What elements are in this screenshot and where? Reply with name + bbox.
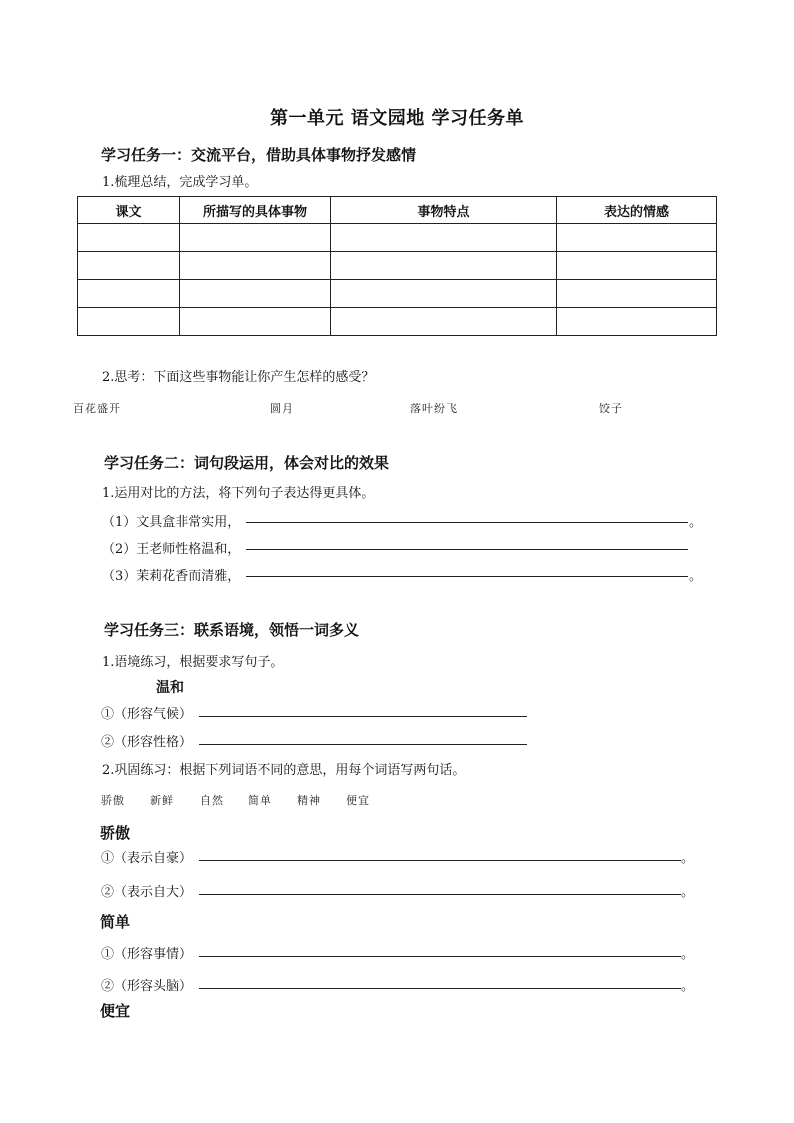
table-cell[interactable] [557,252,717,280]
end-mark: 。 [681,947,695,962]
header-features: 事物特点 [331,197,557,224]
task2-question-1: 1.运用对比的方法，将下列句子表达得更具体。 [102,486,375,501]
table-cell[interactable] [180,308,331,336]
sentence-prompt: ②（表示自大） [101,885,193,900]
study-table [77,196,717,336]
vocab-word: 新鲜 [150,794,174,807]
answer-line[interactable] [199,716,527,717]
table-cell[interactable] [180,252,331,280]
sentence-prompt: ①（形容气候） [101,707,193,722]
page-title: 第一单元 语文园地 学习任务单 [269,108,525,129]
sentence-prompt: （2）王老师性格温和， [102,542,241,557]
table-cell[interactable] [180,280,331,308]
table-cell[interactable] [78,308,180,336]
end-mark: 。 [681,885,695,900]
table-cell[interactable] [78,224,180,252]
task1-question-1: 1.梳理总结，完成学习单。 [102,175,258,190]
word-item: 圆月 [270,402,294,415]
task3-question-2: 2.巩固练习：根据下列词语不同的意思，用每个词语写两句话。 [102,763,466,778]
task3-heading: 学习任务三：联系语境，领悟一词多义 [104,621,360,639]
sentence-prompt: （1）文具盒非常实用， [102,515,241,530]
header-emotion: 表达的情感 [557,197,717,224]
sentence-prompt: （3）茉莉花香而清雅， [102,569,241,584]
group-word-pianyi: 便宜 [100,1002,131,1020]
vocab-word: 简单 [248,794,272,807]
table-cell[interactable] [180,224,331,252]
answer-line[interactable] [246,576,688,577]
table-row [78,280,717,308]
word-item: 落叶纷飞 [410,402,458,415]
table-cell[interactable] [331,280,557,308]
table-cell[interactable] [78,252,180,280]
vocab-word: 精神 [297,794,321,807]
word-item: 饺子 [599,402,623,415]
header-text: 课文 [78,197,180,224]
sentence-prompt: ②（形容头脑） [101,979,193,994]
sentence-prompt: ①（表示自豪） [101,851,193,866]
sentence-prompt: ①（形容事情） [101,947,193,962]
task1-question-2: 2.思考：下面这些事物能让你产生怎样的感受？ [102,370,375,385]
table-row [78,308,717,336]
table-cell[interactable] [78,280,180,308]
task1-heading: 学习任务一：交流平台，借助具体事物抒发感情 [101,146,417,164]
end-mark: 。 [681,851,695,866]
answer-line[interactable] [199,744,527,745]
end-mark: 。 [681,979,695,994]
answer-line[interactable] [199,956,681,957]
group-word-jiaoao: 骄傲 [100,824,131,842]
vocab-word: 骄傲 [101,794,125,807]
vocab-word: 自然 [200,794,224,807]
table-cell[interactable] [331,224,557,252]
word-item: 百花盛开 [73,402,121,415]
table-header-row [78,197,717,224]
group-word-jiandan: 简单 [100,913,131,931]
end-mark: 。 [689,569,703,584]
table-cell[interactable] [557,280,717,308]
table-cell[interactable] [331,252,557,280]
end-mark: 。 [689,515,703,530]
answer-line[interactable] [199,894,681,895]
answer-line[interactable] [199,988,681,989]
word-wenhe: 温和 [156,680,184,696]
answer-line[interactable] [199,860,681,861]
answer-line[interactable] [246,549,688,550]
table-row [78,252,717,280]
header-objects: 所描写的具体事物 [180,197,331,224]
task2-heading: 学习任务二：词句段运用，体会对比的效果 [104,454,390,472]
task3-question-1: 1.语境练习，根据要求写句子。 [102,655,284,670]
vocab-word: 便宜 [346,794,370,807]
answer-line[interactable] [246,522,688,523]
table-row [78,224,717,252]
table-cell[interactable] [331,308,557,336]
table-cell[interactable] [557,224,717,252]
table-cell[interactable] [557,308,717,336]
sentence-prompt: ②（形容性格） [101,735,193,750]
